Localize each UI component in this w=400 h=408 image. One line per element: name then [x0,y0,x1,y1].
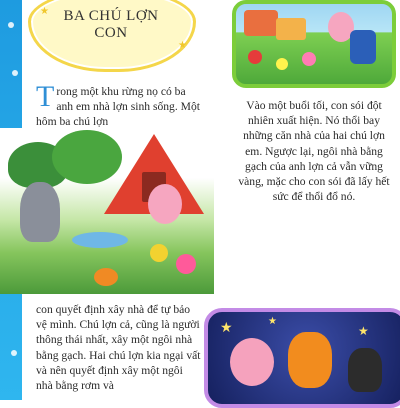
flower-shape [276,58,288,70]
fox-figure [94,268,118,286]
illustration-pigs-field [232,0,396,88]
edge-dot [8,22,14,28]
story-intro-text: rong một khu rừng nọ có ba anh em nhà lợn sinh sống. Một hôm ba chú lợn [36,85,200,129]
star-icon: ★ [220,321,233,336]
pig-figure [230,338,274,386]
flower-shape [248,50,262,64]
pig-clothes [350,30,376,64]
wolf-figure [20,182,60,242]
star-icon: ★ [178,40,187,51]
house-shape [276,18,306,40]
star-icon: ★ [358,324,369,338]
house-shape [244,10,278,36]
star-icon: ★ [40,6,49,17]
story-intro [36,80,200,130]
edge-dot [12,70,18,76]
illustration-night [204,308,400,408]
star-icon: ★ [268,316,277,327]
flower-shape [302,52,316,66]
page-title: BA CHÚ LỢN CON [63,8,159,41]
pond-shape [72,232,128,248]
dropcap: T [36,80,55,113]
story-right-text: Vào một buổi tối, con sói đột nhiên xuất hiện. Nó thổi bay những căn nhà của hai chú lợn em. Ngược lại, ngôi nhà bằng gạch của anh lợn cả vẫn vững vàng, mặc cho con sói đã lấy hết sức để thổi đổ nó. [238,99,390,204]
fire-shape [288,332,332,388]
edge-dot [11,350,17,356]
wolf-figure [348,348,382,392]
illustration-camp [0,128,214,294]
story-bottom-text: con quyết định xây nhà để tự bảo vệ mình. Chú lợn cả, cũng là người thông thái nhất, xây một ngôi nhà bằng gạch. Hai chú lợn kia ngại vất và nên quyết định xây một ngôi nhà bằng rơm và [36,303,201,393]
pig-figure [148,184,182,224]
flower-shape [150,244,168,262]
flower-shape [176,254,196,274]
